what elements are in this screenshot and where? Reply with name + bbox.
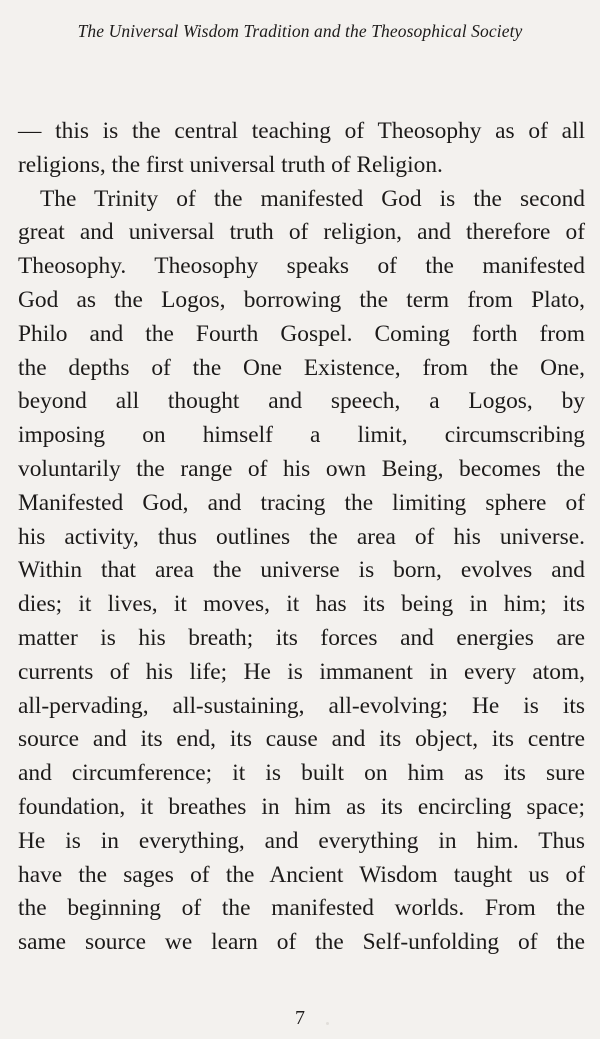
text-line-1: — this is the central teaching of Theosophy as of all <box>18 118 585 144</box>
text-line-7: Philo and the Fourth Gospel. Coming forth from <box>18 320 585 347</box>
text-line-23: have the sages of the Ancient Wisdom taught us of <box>18 861 585 888</box>
page-number: 7 <box>295 1007 305 1029</box>
text-line-10: imposing on himself a limit, circumscribing <box>18 422 585 449</box>
text-line-21: foundation, it breathes in him as its encircling space; <box>18 793 585 820</box>
body-text <box>18 115 585 960</box>
text-line-14: Within that area the universe is born, evolves and <box>18 557 585 584</box>
text-line-24: the beginning of the manifested worlds. From the <box>18 895 585 922</box>
text-line-12: Manifested God, and tracing the limiting sphere of <box>18 489 585 516</box>
text-line-5: Theosophy. Theosophy speaks of the manifested <box>18 253 585 280</box>
text-line-17: currents of his life; He is immanent in every atom, <box>18 658 585 685</box>
text-line-13: his activity, thus outlines the area of his universe. <box>18 523 585 550</box>
text-line-9: beyond all thought and speech, a Logos, by <box>18 388 585 415</box>
text-line-18: all-pervading, all-sustaining, all-evolving; He is its <box>18 692 585 719</box>
text-line-8: the depths of the One Existence, from the One, <box>18 354 585 381</box>
running-head: The Universal Wisdom Tradition and the Theosophical Society <box>77 21 523 41</box>
paper-speck <box>326 1022 329 1025</box>
text-line-16: matter is his breath; its forces and energies are <box>18 624 585 651</box>
text-line-19: source and its end, its cause and its object, its centre <box>18 726 585 753</box>
text-line-2: religions, the first universal truth of Religion. <box>18 151 443 178</box>
text-line-6: God as the Logos, borrowing the term from Plato, <box>18 286 585 313</box>
text-line-22: He is in everything, and everything in him. Thus <box>18 827 585 854</box>
text-line-15: dies; it lives, it moves, it has its being in him; its <box>18 591 585 618</box>
text-line-25: same source we learn of the Self-unfolding of the <box>18 929 585 956</box>
text-line-3: The Trinity of the manifested God is the second <box>40 185 585 212</box>
text-line-20: and circumference; it is built on him as its sure <box>18 760 585 787</box>
text-line-11: voluntarily the range of his own Being, becomes the <box>18 455 585 482</box>
text-line-4: great and universal truth of religion, and therefore of <box>18 219 585 246</box>
